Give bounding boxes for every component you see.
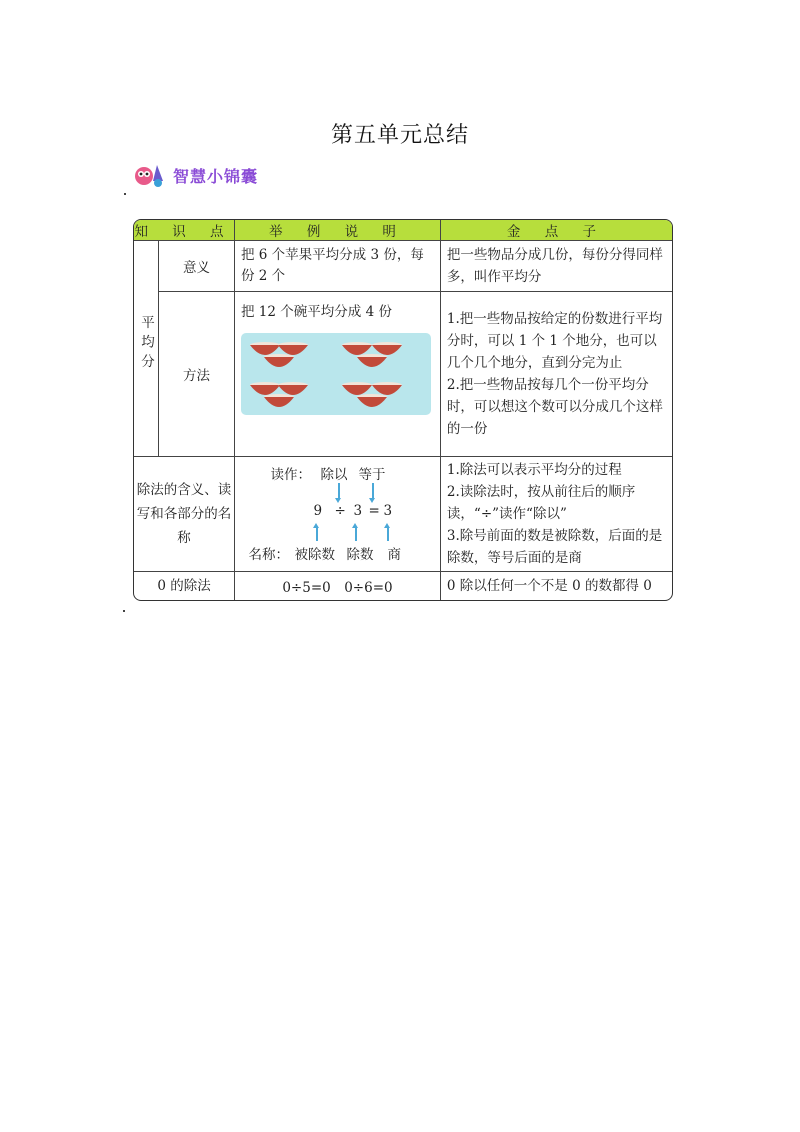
name-prefix: 名称： — [248, 547, 289, 563]
method-example: 把 12 个碗平均分成 4 份 — [241, 304, 392, 320]
pingjunfen-label — [134, 241, 159, 457]
table-row — [134, 457, 672, 572]
table-row — [134, 572, 672, 600]
table-row — [134, 292, 672, 457]
arrow-up-icon — [387, 527, 389, 541]
divider-dot — [124, 193, 126, 195]
meaning-tip: 把一些物品分成几份，每份分得同样多，叫作平均分 — [441, 241, 672, 292]
read-dengyu: 等于 — [358, 467, 386, 483]
zero-label: 0 的除法 — [134, 572, 235, 600]
meaning-label: 意义 — [159, 241, 235, 292]
arrow-up-icon — [316, 527, 318, 541]
eq-divisor: 3 — [353, 503, 363, 519]
page-title: 第五单元总结 — [330, 123, 469, 148]
table-header-row — [134, 220, 672, 241]
bowl-icon — [263, 393, 295, 411]
division-label: 除法的含义、读写和各部分的名称 — [134, 457, 235, 572]
summary-table — [133, 219, 673, 601]
meaning-example: 把 6 个苹果平均分成 3 份，每份 2 个 — [235, 241, 441, 292]
eq-equals: = — [368, 503, 380, 519]
header-knowledge: 知 识 点 — [134, 220, 235, 241]
arrow-up-icon — [355, 527, 357, 541]
eq-dividend: 9 — [313, 503, 323, 519]
name-dividend: 被除数 — [294, 547, 335, 563]
bowl-icon — [263, 353, 295, 371]
division-diagram — [242, 459, 432, 569]
name-quotient: 商 — [387, 547, 401, 563]
header-example: 举 例 说 明 — [235, 220, 441, 241]
pingjunfen-label-text: 平均分 — [138, 315, 154, 374]
arrow-down-icon — [372, 483, 374, 499]
bowl-icon — [356, 353, 388, 371]
method-label: 方法 — [159, 292, 235, 457]
zero-tip: 0 除以任何一个不是 0 的数都得 0 — [446, 578, 652, 594]
zero-example: 0÷5=0 0÷6=0 — [235, 572, 441, 600]
arrow-down-icon — [338, 483, 340, 499]
division-tip: 1.除法可以表示平均分的过程 2.读除法时，按从前往后的顺序读，“÷”读作“除以” 3.除号前面的数是被除数，后面的是除数，等号后面的是商 — [441, 457, 672, 572]
badge-label: 智慧小锦囊 — [173, 166, 259, 186]
bowls-illustration — [241, 333, 431, 415]
division-example-cell — [235, 457, 441, 572]
divider-dot — [123, 610, 125, 612]
eq-divide-sign: ÷ — [334, 503, 346, 519]
wisdom-badge — [133, 160, 258, 190]
read-prefix: 读作： — [270, 467, 311, 483]
header-tips: 金 点 子 — [441, 220, 672, 241]
bowl-icon — [356, 393, 388, 411]
name-divisor: 除数 — [346, 547, 374, 563]
owl-mascot-icon — [133, 161, 169, 189]
table-row — [134, 241, 672, 292]
method-example-cell — [235, 292, 441, 457]
read-chuyi: 除以 — [320, 467, 348, 483]
eq-quotient: 3 — [383, 503, 393, 519]
method-tip: 1.把一些物品按给定的份数进行平均分时，可以 1 个 1 个地分，也可以几个几个地分，直到分完为止 2.把一些物品按每几个一份平均分时，可以想这个数可以分成几个这样的一份 — [441, 292, 672, 457]
